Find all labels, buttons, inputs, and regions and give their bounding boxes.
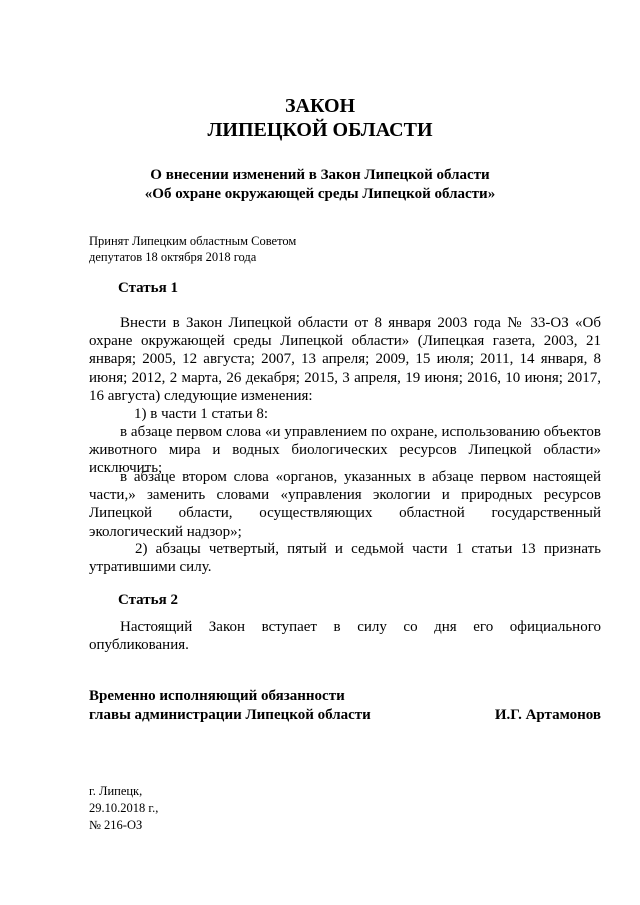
law-subtitle-line1: О внесении изменений в Закон Липецкой области (150, 167, 490, 183)
law-subtitle-line2: «Об охране окружающей среды Липецкой области» (144, 186, 496, 202)
article2-text: Настоящий Закон вступает в силу со дня его официального опубликования. (89, 619, 601, 654)
article1-item1a: в абзаце первом слова «и управлением по охране, использованию объектов животного мира и водных биологических ресурсов Липецкой области» исключить; (89, 424, 601, 477)
adoption-line1: Принят Липецким областным Советом (89, 234, 297, 248)
law-title-line2: ЛИПЕЦКОЙ ОБЛАСТИ (207, 119, 433, 141)
article1-item2: 2) абзацы четвертый, пятый и седьмой части 1 статьи 13 признать утратившими силу. (89, 541, 601, 576)
footer-city: г. Липецк, (89, 784, 143, 798)
article1-item1b: в абзаце втором слова «органов, указанных в абзаце первом настоящей части,» заменить словами «управления экологии и природных ресурсов Липецкой области, осуществляющих областной государственный экологический надзор»; (89, 469, 601, 540)
article2-heading: Статья 2 (118, 592, 178, 608)
article1-item1: 1) в части 1 статьи 8: (134, 406, 269, 422)
signatory-position-line2: главы администрации Липецкой области (89, 707, 371, 723)
signatory-position-line1: Временно исполняющий обязанности (89, 688, 345, 704)
article1-heading: Статья 1 (118, 280, 178, 296)
footer-date: 29.10.2018 г., (89, 801, 159, 815)
footer-number: № 216-ОЗ (89, 818, 143, 832)
law-title-line1: ЗАКОН (284, 95, 356, 117)
article1-intro: Внести в Закон Липецкой области от 8 января 2003 года № 33-ОЗ «Об охране окружающей среды Липецкой области» (Липецкая газета, 2003, 21 января; 2005, 12 августа; 2007, 13 апреля; 2009, 15 июля; 2011, 14 января, 8 июня; 2012, 2 марта, 26 декабря; 2015, 3 апреля, 19 июня; 2016, 10 июня; 2017, 16 августа) следующие изменения: (89, 315, 601, 404)
signatory-name: И.Г. Артамонов (494, 707, 601, 723)
adoption-line2: депутатов 18 октября 2018 года (89, 250, 257, 264)
